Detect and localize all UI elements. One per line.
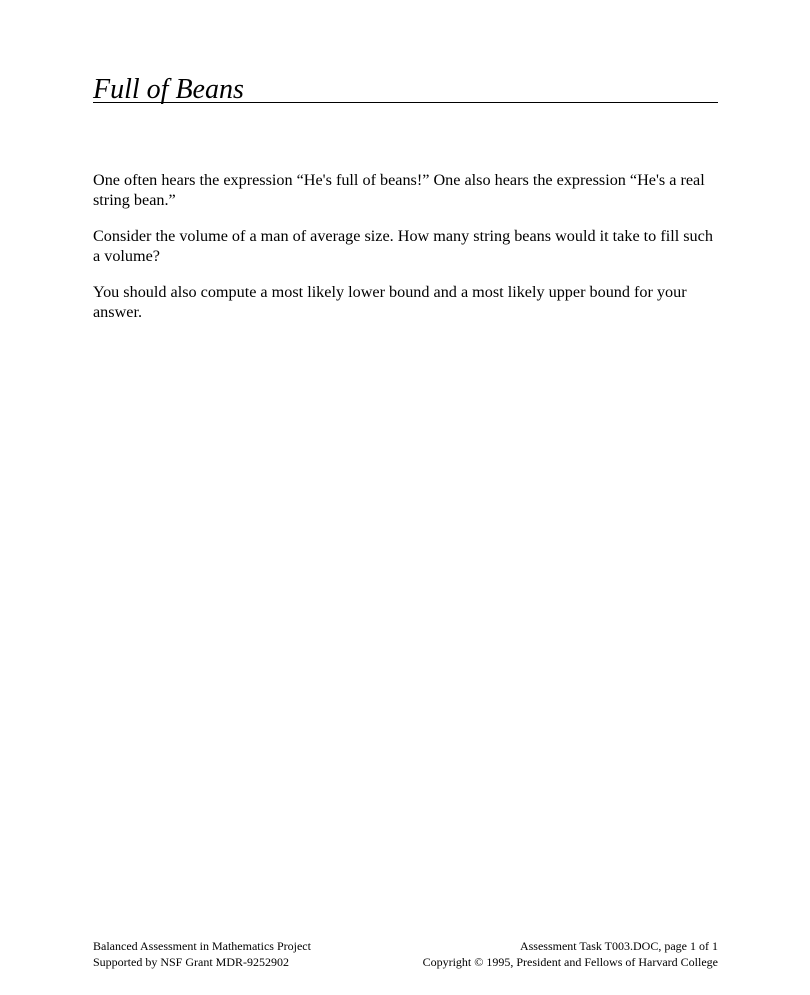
footer-task-page: Assessment Task T003.DOC, page 1 of 1: [519, 939, 718, 953]
paragraph-intro: One often hears the expression “He's full of beans!” One also hears the expression “He's a real string bean.”: [93, 171, 705, 209]
paragraph-bounds: You should also compute a most likely lower bound and a most likely upper bound for your answer.: [93, 283, 687, 321]
footer-left: [93, 938, 311, 970]
body-text: [93, 170, 723, 338]
paragraph-question: Consider the volume of a man of average size. How many string beans would it take to fill such a volume?: [93, 227, 713, 265]
footer-grant: Supported by NSF Grant MDR-9252902: [93, 955, 290, 969]
title-block: [93, 72, 718, 103]
footer-right: [423, 938, 718, 970]
page-title: Full of Beans: [93, 74, 244, 105]
footer-project-name: Balanced Assessment in Mathematics Project: [93, 939, 311, 953]
footer-copyright: Copyright © 1995, President and Fellows of Harvard College: [422, 955, 718, 969]
